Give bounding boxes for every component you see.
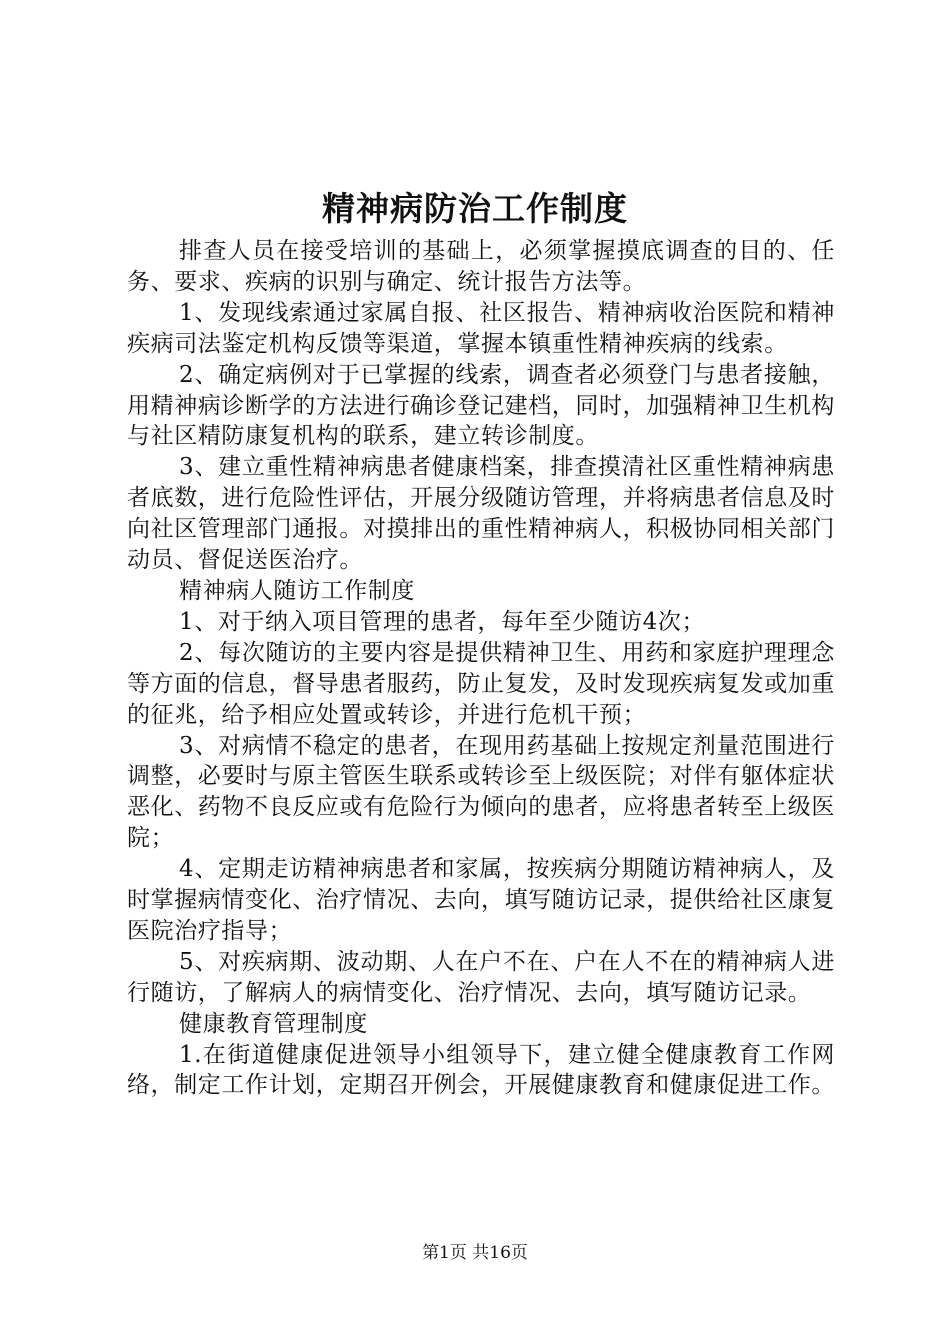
paragraph-followup-1: 1、对于纳入项目管理的患者，每年至少随访4次； [179,608,706,635]
paragraph-followup-4: 4、定期走访精神病患者和家属，按疾病分期随访精神病人，及时掌握病情变化、治疗情况、去向，填写随访记录，提供给社区康复医院治疗指导； [127,856,835,944]
paragraph-followup-5: 5、对疾病期、波动期、人在户不在、户在人不在的精神病人进行随访，了解病人的病情变化、治疗情况、去向，填写随访记录。 [127,948,835,1006]
paragraph-item-2: 2、确定病例对于已掌握的线索，调查者必须登门与患者接触，用精神病诊断学的方法进行确诊登记建档，同时，加强精神卫生机构与社区精防康复机构的联系，建立转诊制度。 [127,361,835,450]
page-number-footer: 第1页 共16页 [422,1243,528,1263]
document-body [127,236,835,1101]
paragraph-item-1: 1、发现线索通过家属自报、社区报告、精神病收治医院和精神疾病司法鉴定机构反馈等渠道，掌握本镇重性精神疾病的线索。 [127,299,835,357]
paragraph-followup-2: 2、每次随访的主要内容是提供精神卫生、用药和家庭护理理念等方面的信息，督导患者服药，防止复发，及时发现疾病复发或加重的征兆，给予相应处置或转诊，并进行危机干预； [127,639,835,728]
paragraph-health-education-1: 1.在街道健康促进领导小组领导下，建立健全健康教育工作网络，制定工作计划，定期召开例会，开展健康教育和健康促进工作。 [127,1041,835,1099]
section-heading-followup: 精神病人随访工作制度 [179,577,415,604]
paragraph-intro: 排查人员在接受培训的基础上，必须掌握摸底调查的目的、任务、要求、疾病的识别与确定、统计报告方法等。 [127,238,835,295]
section-heading-health-education: 健康教育管理制度 [179,1010,368,1037]
document-title: 精神病防治工作制度 [322,189,628,228]
paragraph-followup-3: 3、对病情不稳定的患者，在现用药基础上按规定剂量范围进行调整，必要时与原主管医生联系或转诊至上级医院；对伴有躯体症状恶化、药物不良反应或有危险行为倾向的患者，应将患者转至上级医院； [127,732,835,852]
paragraph-item-3: 3、建立重性精神病患者健康档案，排查摸清社区重性精神病患者底数，进行危险性评估，开展分级随访管理，并将病患者信息及时向社区管理部门通报。对摸排出的重性精神病人，积极协同相关部门动员、督促送医治疗。 [127,454,835,574]
